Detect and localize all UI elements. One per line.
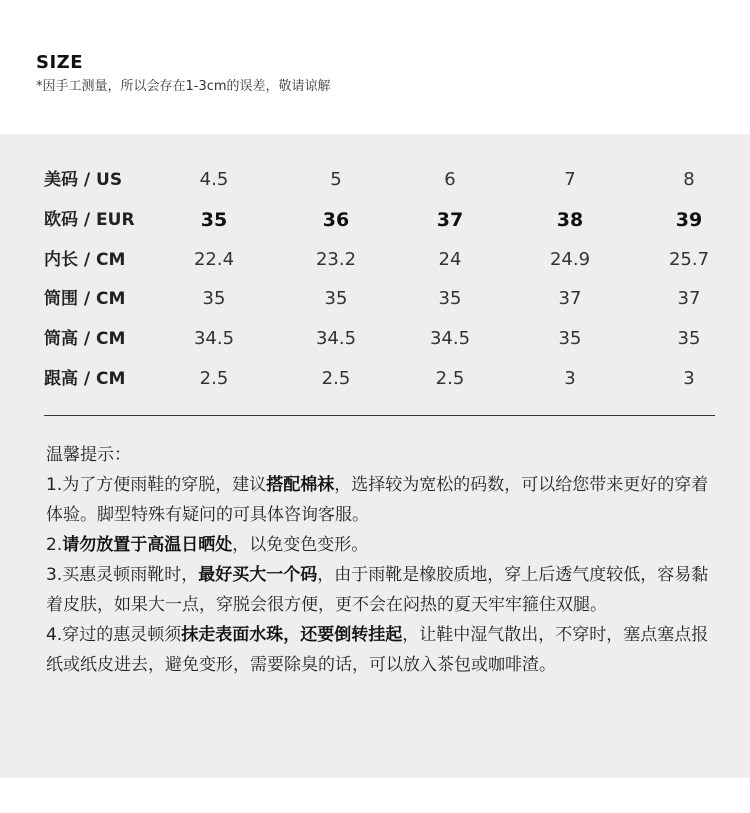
- tip-item: [46, 530, 722, 560]
- size-cell: 38: [556, 208, 584, 231]
- size-cell: 4.5: [199, 169, 229, 190]
- tip-item: [46, 560, 722, 620]
- size-cell: 6: [444, 169, 456, 190]
- page-title: SIZE: [36, 52, 84, 73]
- size-cell: 5: [330, 169, 342, 190]
- tip-text: 3.买惠灵顿雨靴时，: [46, 565, 199, 585]
- size-cell: 3: [683, 368, 695, 389]
- size-cell: 7: [564, 169, 576, 190]
- tip-text: ，选择较为宽松的码数，可以给您带来更好的穿着体验。脚型特殊有疑问的可具体咨询客服。: [46, 475, 709, 525]
- size-row: [44, 160, 724, 200]
- size-cell: 24.9: [549, 248, 591, 270]
- tip-text: 1.为了方便雨鞋的穿脱，建议: [46, 475, 267, 495]
- size-row-label: 美码 / US: [44, 170, 123, 190]
- size-cell: 35: [200, 208, 228, 231]
- size-row-label: 欧码 / EUR: [44, 209, 135, 230]
- tip-text: ，以免变色变形。: [232, 535, 369, 555]
- size-cell: 8: [683, 169, 695, 190]
- size-cell: 2.5: [435, 368, 465, 389]
- tip-text: 2.: [46, 535, 63, 555]
- tip-text: 4.穿过的惠灵顿须: [46, 625, 182, 645]
- size-cell: 34.5: [429, 328, 471, 350]
- size-row: [44, 319, 724, 359]
- size-cell: 3: [564, 368, 576, 389]
- size-cell: 37: [677, 288, 701, 310]
- size-cell: 35: [202, 288, 226, 310]
- size-cell: 22.4: [193, 248, 235, 270]
- size-row: [44, 200, 724, 240]
- measurement-note: *因手工测量，所以会存在1-3cm的误差，敬请谅解: [36, 79, 331, 94]
- size-cell: 35: [677, 328, 701, 350]
- tip-item: [46, 470, 722, 530]
- size-cell: 34.5: [193, 328, 235, 350]
- divider: [44, 415, 715, 416]
- size-cell: 36: [322, 208, 350, 231]
- tip-emphasis: 搭配棉袜: [266, 475, 335, 495]
- size-row-label: 筒高 / CM: [44, 329, 126, 350]
- size-row: [44, 240, 724, 280]
- tips-list: [46, 470, 722, 680]
- size-header: [36, 52, 331, 96]
- size-row-label: 内长 / CM: [44, 249, 126, 270]
- size-row-label: 跟高 / CM: [44, 369, 126, 389]
- tip-emphasis: 抹走表面水珠，还要倒转挂起: [181, 625, 403, 645]
- size-cell: 35: [438, 288, 462, 310]
- size-cell: 34.5: [315, 328, 357, 350]
- size-cell: 23.2: [315, 248, 357, 270]
- size-cell: 35: [558, 328, 582, 350]
- size-row-label: 筒围 / CM: [44, 289, 126, 310]
- size-cell: 35: [324, 288, 348, 310]
- size-row: [44, 279, 724, 319]
- size-cell: 2.5: [321, 368, 351, 389]
- tip-item: [46, 620, 722, 680]
- size-cell: 2.5: [199, 368, 229, 389]
- size-cell: 37: [436, 208, 464, 231]
- size-cell: 37: [558, 288, 582, 310]
- size-cell: 24: [438, 248, 462, 270]
- tips-section: [46, 440, 722, 680]
- tip-text: ，让鞋中湿气散出，不穿时，塞点塞点报纸或纸皮进去，避免变形，需要除臭的话，可以放入茶包或咖啡渣。: [46, 625, 709, 675]
- tip-text: ，由于雨靴是橡胶质地，穿上后透气度较低，容易黏着皮肤，如果大一点，穿脱会很方便，更不会在闷热的夏天牢牢箍住双腿。: [46, 565, 709, 615]
- size-row: [44, 359, 724, 399]
- size-cell: 39: [675, 208, 703, 231]
- tip-emphasis: 最好买大一个码: [198, 565, 318, 585]
- tips-heading: 温馨提示：: [46, 445, 131, 465]
- tip-emphasis: 请勿放置于高温日晒处: [62, 535, 233, 555]
- size-cell: 25.7: [668, 248, 710, 270]
